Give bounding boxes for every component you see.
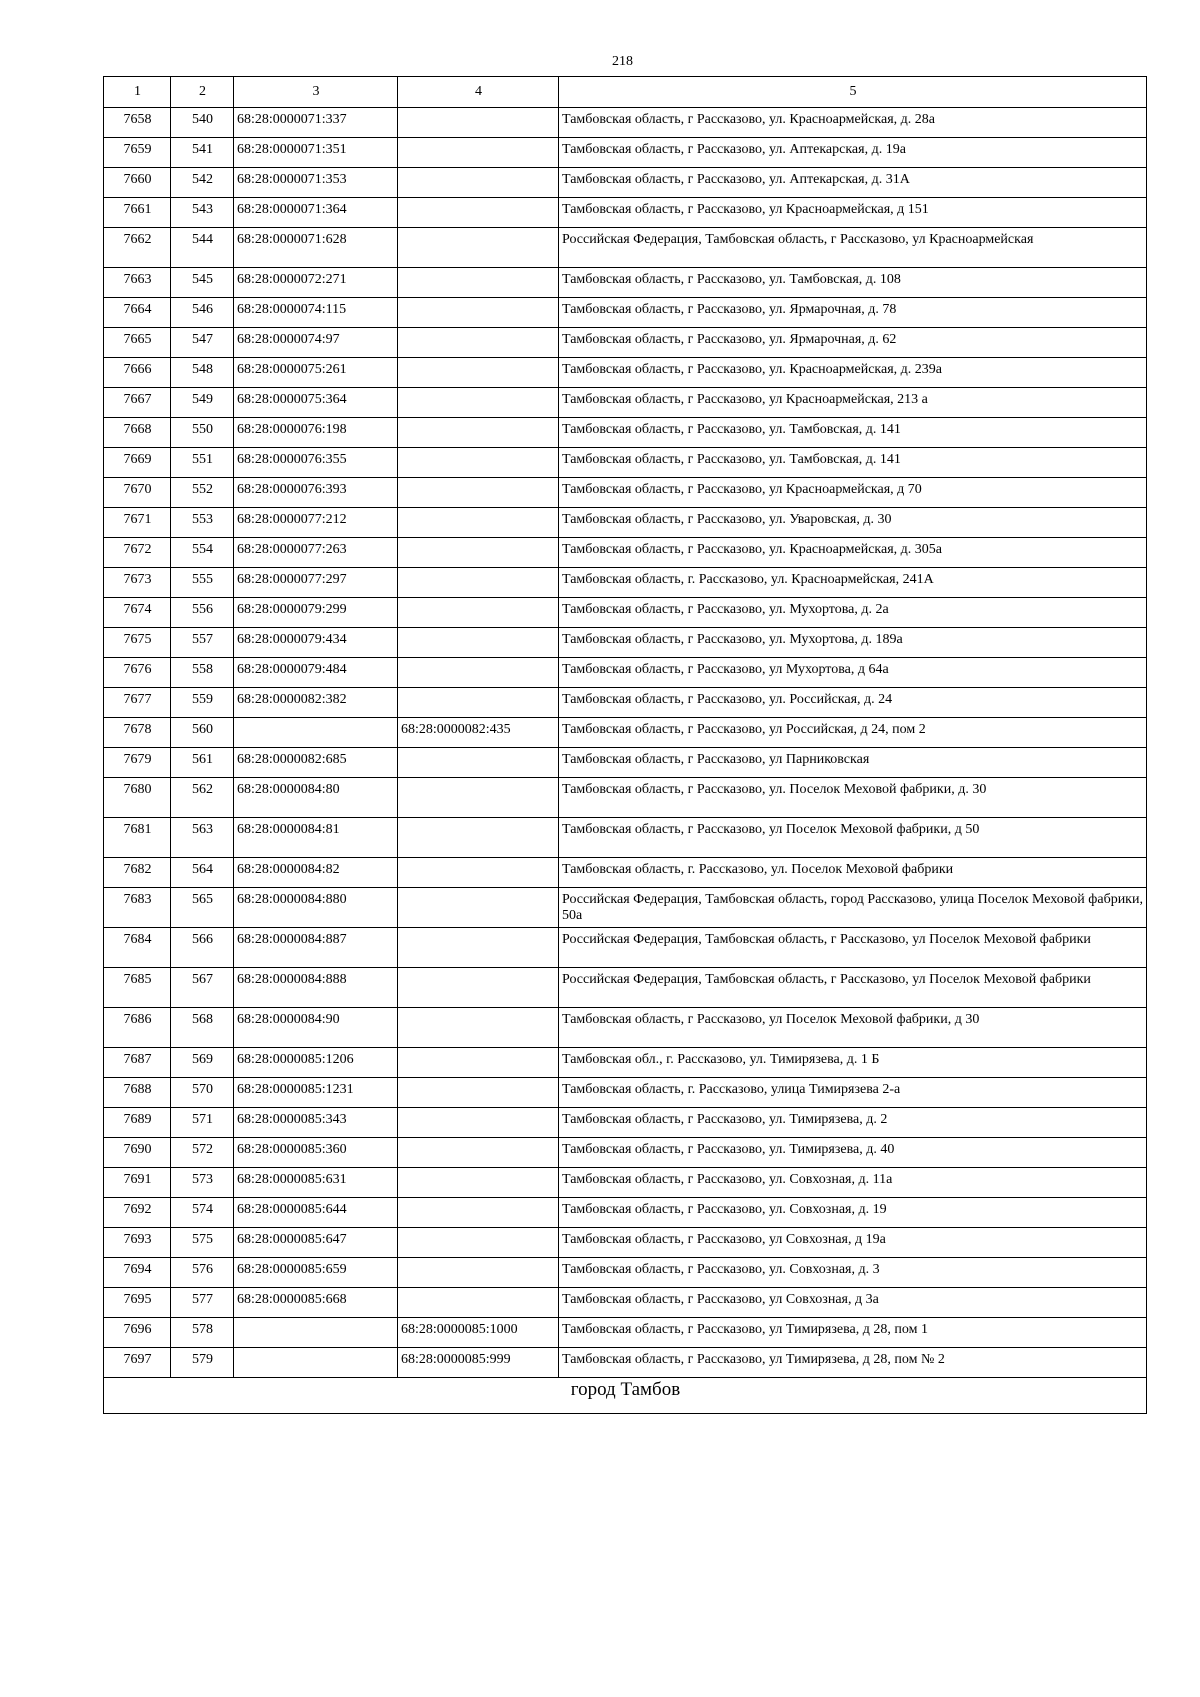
- address-cell: Тамбовская область, г Рассказово, ул. Поселок Меховой фабрики, д. 30: [559, 778, 1147, 818]
- room-cadastral-number-cell: [398, 778, 559, 818]
- section-title: город Тамбов: [104, 1378, 1147, 1414]
- row-index-cell: 564: [171, 858, 234, 888]
- table-row: [104, 418, 1147, 448]
- row-index-cell: 557: [171, 628, 234, 658]
- room-cadastral-number-cell: [398, 568, 559, 598]
- room-cadastral-number-cell: [398, 968, 559, 1008]
- column-header-3: 3: [234, 77, 398, 108]
- row-number-cell: 7691: [104, 1168, 171, 1198]
- row-index-cell: 552: [171, 478, 234, 508]
- row-index-cell: 575: [171, 1228, 234, 1258]
- row-number-cell: 7679: [104, 748, 171, 778]
- room-cadastral-number-cell: [398, 328, 559, 358]
- address-cell: Тамбовская область, г Рассказово, ул Совхозная, д 3а: [559, 1288, 1147, 1318]
- row-index-cell: 562: [171, 778, 234, 818]
- cadastral-number-cell: 68:28:0000085:1206: [234, 1048, 398, 1078]
- cadastral-number-cell: 68:28:0000085:1231: [234, 1078, 398, 1108]
- row-index-cell: 540: [171, 108, 234, 138]
- cadastral-number-cell: 68:28:0000076:393: [234, 478, 398, 508]
- table-body: [104, 108, 1147, 1378]
- address-cell: Тамбовская область, г. Рассказово, ул. Поселок Меховой фабрики: [559, 858, 1147, 888]
- row-number-cell: 7684: [104, 928, 171, 968]
- address-cell: Тамбовская область, г Рассказово, ул. Уваровская, д. 30: [559, 508, 1147, 538]
- row-index-cell: 561: [171, 748, 234, 778]
- row-number-cell: 7685: [104, 968, 171, 1008]
- row-number-cell: 7694: [104, 1258, 171, 1288]
- row-index-cell: 556: [171, 598, 234, 628]
- room-cadastral-number-cell: [398, 358, 559, 388]
- row-index-cell: 546: [171, 298, 234, 328]
- room-cadastral-number-cell: [398, 688, 559, 718]
- table-row: [104, 858, 1147, 888]
- row-index-cell: 559: [171, 688, 234, 718]
- table-row: [104, 268, 1147, 298]
- row-index-cell: 578: [171, 1318, 234, 1348]
- row-number-cell: 7697: [104, 1348, 171, 1378]
- cadastral-number-cell: 68:28:0000084:880: [234, 888, 398, 928]
- address-cell: Тамбовская область, г Рассказово, ул. Тамбовская, д. 108: [559, 268, 1147, 298]
- table-row: [104, 1048, 1147, 1078]
- address-cell: Тамбовская область, г Рассказово, ул Российская, д 24, пом 2: [559, 718, 1147, 748]
- table-row: [104, 448, 1147, 478]
- row-number-cell: 7673: [104, 568, 171, 598]
- cadastral-number-cell: 68:28:0000085:668: [234, 1288, 398, 1318]
- row-number-cell: 7659: [104, 138, 171, 168]
- table-row: [104, 1168, 1147, 1198]
- room-cadastral-number-cell: [398, 658, 559, 688]
- table-row: [104, 1138, 1147, 1168]
- row-index-cell: 570: [171, 1078, 234, 1108]
- table-row: [104, 138, 1147, 168]
- row-index-cell: 551: [171, 448, 234, 478]
- room-cadastral-number-cell: [398, 298, 559, 328]
- column-header-4: 4: [398, 77, 559, 108]
- address-cell: Тамбовская область, г Рассказово, ул. Красноармейская, д. 239а: [559, 358, 1147, 388]
- room-cadastral-number-cell: [398, 268, 559, 298]
- row-index-cell: 547: [171, 328, 234, 358]
- table-row: [104, 888, 1147, 928]
- address-cell: Тамбовская область, г Рассказово, ул. Ярмарочная, д. 78: [559, 298, 1147, 328]
- address-cell: Тамбовская область, г Рассказово, ул. Ярмарочная, д. 62: [559, 328, 1147, 358]
- table-row: [104, 628, 1147, 658]
- table-row: [104, 168, 1147, 198]
- room-cadastral-number-cell: [398, 228, 559, 268]
- cadastral-number-cell: [234, 718, 398, 748]
- room-cadastral-number-cell: [398, 1108, 559, 1138]
- row-number-cell: 7688: [104, 1078, 171, 1108]
- room-cadastral-number-cell: [398, 1198, 559, 1228]
- address-cell: Тамбовская область, г Рассказово, ул. Красноармейская, д. 305а: [559, 538, 1147, 568]
- row-index-cell: 560: [171, 718, 234, 748]
- column-header-5: 5: [559, 77, 1147, 108]
- row-number-cell: 7692: [104, 1198, 171, 1228]
- address-cell: Тамбовская область, г Рассказово, ул. Тимирязева, д. 2: [559, 1108, 1147, 1138]
- column-header-1: 1: [104, 77, 171, 108]
- row-index-cell: 541: [171, 138, 234, 168]
- cadastral-number-cell: 68:28:0000071:628: [234, 228, 398, 268]
- row-index-cell: 545: [171, 268, 234, 298]
- room-cadastral-number-cell: [398, 1078, 559, 1108]
- room-cadastral-number-cell: [398, 168, 559, 198]
- row-number-cell: 7696: [104, 1318, 171, 1348]
- room-cadastral-number-cell: [398, 598, 559, 628]
- row-number-cell: 7667: [104, 388, 171, 418]
- table-row: [104, 688, 1147, 718]
- row-index-cell: 553: [171, 508, 234, 538]
- room-cadastral-number-cell: [398, 628, 559, 658]
- cadastral-number-cell: 68:28:0000074:115: [234, 298, 398, 328]
- table-row: [104, 1258, 1147, 1288]
- row-number-cell: 7663: [104, 268, 171, 298]
- cadastral-number-cell: 68:28:0000075:364: [234, 388, 398, 418]
- row-number-cell: 7658: [104, 108, 171, 138]
- address-cell: Российская Федерация, Тамбовская область, город Рассказово, улица Поселок Меховой фабрики, 50а: [559, 888, 1147, 928]
- row-index-cell: 565: [171, 888, 234, 928]
- address-cell: Тамбовская область, г Рассказово, ул Парниковская: [559, 748, 1147, 778]
- cadastral-number-cell: 68:28:0000071:364: [234, 198, 398, 228]
- table-row: [104, 1078, 1147, 1108]
- table-row: [104, 778, 1147, 818]
- row-number-cell: 7660: [104, 168, 171, 198]
- row-index-cell: 572: [171, 1138, 234, 1168]
- cadastral-number-cell: 68:28:0000084:81: [234, 818, 398, 858]
- room-cadastral-number-cell: [398, 1048, 559, 1078]
- table-row: [104, 508, 1147, 538]
- cadastral-number-cell: 68:28:0000071:337: [234, 108, 398, 138]
- room-cadastral-number-cell: [398, 1168, 559, 1198]
- row-number-cell: 7682: [104, 858, 171, 888]
- row-number-cell: 7672: [104, 538, 171, 568]
- address-cell: Тамбовская область, г Рассказово, ул. Тамбовская, д. 141: [559, 448, 1147, 478]
- table-row: [104, 478, 1147, 508]
- cadastral-number-cell: 68:28:0000079:299: [234, 598, 398, 628]
- row-number-cell: 7693: [104, 1228, 171, 1258]
- cadastral-number-cell: 68:28:0000076:198: [234, 418, 398, 448]
- cadastral-number-cell: 68:28:0000085:644: [234, 1198, 398, 1228]
- room-cadastral-number-cell: [398, 1258, 559, 1288]
- table-row: [104, 388, 1147, 418]
- room-cadastral-number-cell: [398, 1138, 559, 1168]
- room-cadastral-number-cell: [398, 478, 559, 508]
- row-index-cell: 579: [171, 1348, 234, 1378]
- table-row: [104, 1348, 1147, 1378]
- row-number-cell: 7674: [104, 598, 171, 628]
- room-cadastral-number-cell: 68:28:0000085:999: [398, 1348, 559, 1378]
- row-number-cell: 7695: [104, 1288, 171, 1318]
- room-cadastral-number-cell: [398, 928, 559, 968]
- cadastral-number-cell: 68:28:0000085:659: [234, 1258, 398, 1288]
- row-number-cell: 7670: [104, 478, 171, 508]
- table-row: [104, 718, 1147, 748]
- cadastral-number-cell: 68:28:0000074:97: [234, 328, 398, 358]
- table-row: [104, 928, 1147, 968]
- row-number-cell: 7676: [104, 658, 171, 688]
- table-row: [104, 568, 1147, 598]
- table-row: [104, 598, 1147, 628]
- address-cell: Российская Федерация, Тамбовская область, г Рассказово, ул Красноармейская: [559, 228, 1147, 268]
- table-row: [104, 298, 1147, 328]
- row-number-cell: 7669: [104, 448, 171, 478]
- row-index-cell: 555: [171, 568, 234, 598]
- table-row: [104, 658, 1147, 688]
- address-cell: Тамбовская область, г Рассказово, ул Мухортова, д 64а: [559, 658, 1147, 688]
- cadastral-number-cell: 68:28:0000071:351: [234, 138, 398, 168]
- row-index-cell: 571: [171, 1108, 234, 1138]
- address-cell: Тамбовская область, г Рассказово, ул Тимирязева, д 28, пом 1: [559, 1318, 1147, 1348]
- row-index-cell: 568: [171, 1008, 234, 1048]
- address-cell: Тамбовская область, г. Рассказово, улица Тимирязева 2-а: [559, 1078, 1147, 1108]
- address-cell: Тамбовская область, г Рассказово, ул. Совхозная, д. 3: [559, 1258, 1147, 1288]
- row-index-cell: 548: [171, 358, 234, 388]
- table-row: [104, 1288, 1147, 1318]
- cadastral-number-cell: 68:28:0000071:353: [234, 168, 398, 198]
- header-row: [104, 77, 1147, 108]
- cadastral-number-cell: 68:28:0000085:647: [234, 1228, 398, 1258]
- row-number-cell: 7678: [104, 718, 171, 748]
- page-number: 218: [612, 54, 633, 69]
- table-row: [104, 1198, 1147, 1228]
- row-number-cell: 7683: [104, 888, 171, 928]
- cadastral-number-cell: 68:28:0000085:343: [234, 1108, 398, 1138]
- table-row: [104, 1228, 1147, 1258]
- row-index-cell: 558: [171, 658, 234, 688]
- cadastral-number-cell: 68:28:0000084:80: [234, 778, 398, 818]
- row-number-cell: 7664: [104, 298, 171, 328]
- room-cadastral-number-cell: [398, 1288, 559, 1318]
- row-number-cell: 7680: [104, 778, 171, 818]
- table-row: [104, 538, 1147, 568]
- address-cell: Тамбовская область, г Рассказово, ул. Аптекарская, д. 19а: [559, 138, 1147, 168]
- room-cadastral-number-cell: [398, 538, 559, 568]
- row-number-cell: 7675: [104, 628, 171, 658]
- room-cadastral-number-cell: [398, 1008, 559, 1048]
- row-number-cell: 7686: [104, 1008, 171, 1048]
- address-cell: Тамбовская область, г Рассказово, ул. Тамбовская, д. 141: [559, 418, 1147, 448]
- cadastral-number-cell: 68:28:0000084:82: [234, 858, 398, 888]
- table-row: [104, 748, 1147, 778]
- table-row: [104, 358, 1147, 388]
- cadastral-number-cell: 68:28:0000084:90: [234, 1008, 398, 1048]
- address-cell: Тамбовская область, г Рассказово, ул. Мухортова, д. 189а: [559, 628, 1147, 658]
- row-index-cell: 577: [171, 1288, 234, 1318]
- address-cell: Тамбовская область, г Рассказово, ул. Тимирязева, д. 40: [559, 1138, 1147, 1168]
- address-cell: Российская Федерация, Тамбовская область, г Рассказово, ул Поселок Меховой фабрики: [559, 928, 1147, 968]
- address-cell: Тамбовская область, г Рассказово, ул. Аптекарская, д. 31А: [559, 168, 1147, 198]
- table-row: [104, 1318, 1147, 1348]
- room-cadastral-number-cell: [398, 818, 559, 858]
- row-number-cell: 7677: [104, 688, 171, 718]
- room-cadastral-number-cell: [398, 448, 559, 478]
- room-cadastral-number-cell: [398, 508, 559, 538]
- address-cell: Тамбовская область, г Рассказово, ул Поселок Меховой фабрики, д 50: [559, 818, 1147, 858]
- row-index-cell: 569: [171, 1048, 234, 1078]
- address-cell: Тамбовская область, г Рассказово, ул. Совхозная, д. 19: [559, 1198, 1147, 1228]
- address-cell: Тамбовская область, г Рассказово, ул Красноармейская, д 151: [559, 198, 1147, 228]
- row-number-cell: 7661: [104, 198, 171, 228]
- cadastral-number-cell: 68:28:0000072:271: [234, 268, 398, 298]
- room-cadastral-number-cell: 68:28:0000085:1000: [398, 1318, 559, 1348]
- cadastral-number-cell: 68:28:0000082:685: [234, 748, 398, 778]
- table-row: [104, 228, 1147, 268]
- cadastral-number-cell: 68:28:0000084:888: [234, 968, 398, 1008]
- address-cell: Тамбовская область, г Рассказово, ул Совхозная, д 19а: [559, 1228, 1147, 1258]
- room-cadastral-number-cell: [398, 138, 559, 168]
- address-cell: Тамбовская область, г Рассказово, ул Тимирязева, д 28, пом № 2: [559, 1348, 1147, 1378]
- address-cell: Тамбовская область, г Рассказово, ул. Российская, д. 24: [559, 688, 1147, 718]
- row-index-cell: 550: [171, 418, 234, 448]
- room-cadastral-number-cell: [398, 1228, 559, 1258]
- cadastral-number-cell: 68:28:0000077:297: [234, 568, 398, 598]
- address-cell: Российская Федерация, Тамбовская область, г Рассказово, ул Поселок Меховой фабрики: [559, 968, 1147, 1008]
- table-row: [104, 198, 1147, 228]
- room-cadastral-number-cell: [398, 748, 559, 778]
- section-row: [104, 1378, 1147, 1414]
- row-number-cell: 7687: [104, 1048, 171, 1078]
- address-cell: Тамбовская обл., г. Рассказово, ул. Тимирязева, д. 1 Б: [559, 1048, 1147, 1078]
- row-number-cell: 7671: [104, 508, 171, 538]
- cadastral-number-cell: 68:28:0000082:382: [234, 688, 398, 718]
- row-number-cell: 7681: [104, 818, 171, 858]
- room-cadastral-number-cell: [398, 418, 559, 448]
- table-row: [104, 968, 1147, 1008]
- row-index-cell: 576: [171, 1258, 234, 1288]
- registry-table: [103, 76, 1147, 1414]
- row-index-cell: 549: [171, 388, 234, 418]
- row-index-cell: 567: [171, 968, 234, 1008]
- address-cell: Тамбовская область, г Рассказово, ул. Совхозная, д. 11а: [559, 1168, 1147, 1198]
- row-index-cell: 543: [171, 198, 234, 228]
- row-index-cell: 573: [171, 1168, 234, 1198]
- address-cell: Тамбовская область, г Рассказово, ул Поселок Меховой фабрики, д 30: [559, 1008, 1147, 1048]
- cadastral-number-cell: 68:28:0000077:263: [234, 538, 398, 568]
- address-cell: Тамбовская область, г Рассказово, ул Красноармейская, д 70: [559, 478, 1147, 508]
- table-row: [104, 1108, 1147, 1138]
- row-index-cell: 566: [171, 928, 234, 968]
- cadastral-number-cell: 68:28:0000076:355: [234, 448, 398, 478]
- room-cadastral-number-cell: [398, 858, 559, 888]
- cadastral-number-cell: 68:28:0000075:261: [234, 358, 398, 388]
- room-cadastral-number-cell: [398, 108, 559, 138]
- row-index-cell: 542: [171, 168, 234, 198]
- row-number-cell: 7666: [104, 358, 171, 388]
- row-index-cell: 563: [171, 818, 234, 858]
- address-cell: Тамбовская область, г. Рассказово, ул. Красноармейская, 241А: [559, 568, 1147, 598]
- cadastral-number-cell: 68:28:0000084:887: [234, 928, 398, 968]
- column-header-2: 2: [171, 77, 234, 108]
- cadastral-number-cell: 68:28:0000079:484: [234, 658, 398, 688]
- cadastral-number-cell: 68:28:0000085:360: [234, 1138, 398, 1168]
- room-cadastral-number-cell: [398, 198, 559, 228]
- row-number-cell: 7690: [104, 1138, 171, 1168]
- cadastral-number-cell: 68:28:0000079:434: [234, 628, 398, 658]
- room-cadastral-number-cell: 68:28:0000082:435: [398, 718, 559, 748]
- address-cell: Тамбовская область, г Рассказово, ул. Мухортова, д. 2а: [559, 598, 1147, 628]
- table-row: [104, 818, 1147, 858]
- row-number-cell: 7665: [104, 328, 171, 358]
- room-cadastral-number-cell: [398, 888, 559, 928]
- room-cadastral-number-cell: [398, 388, 559, 418]
- table-row: [104, 108, 1147, 138]
- row-number-cell: 7689: [104, 1108, 171, 1138]
- row-index-cell: 544: [171, 228, 234, 268]
- address-cell: Тамбовская область, г Рассказово, ул Красноармейская, 213 а: [559, 388, 1147, 418]
- row-number-cell: 7662: [104, 228, 171, 268]
- row-index-cell: 574: [171, 1198, 234, 1228]
- row-index-cell: 554: [171, 538, 234, 568]
- table-row: [104, 1008, 1147, 1048]
- row-number-cell: 7668: [104, 418, 171, 448]
- cadastral-number-cell: 68:28:0000077:212: [234, 508, 398, 538]
- cadastral-number-cell: [234, 1318, 398, 1348]
- cadastral-number-cell: [234, 1348, 398, 1378]
- cadastral-number-cell: 68:28:0000085:631: [234, 1168, 398, 1198]
- table-row: [104, 328, 1147, 358]
- address-cell: Тамбовская область, г Рассказово, ул. Красноармейская, д. 28а: [559, 108, 1147, 138]
